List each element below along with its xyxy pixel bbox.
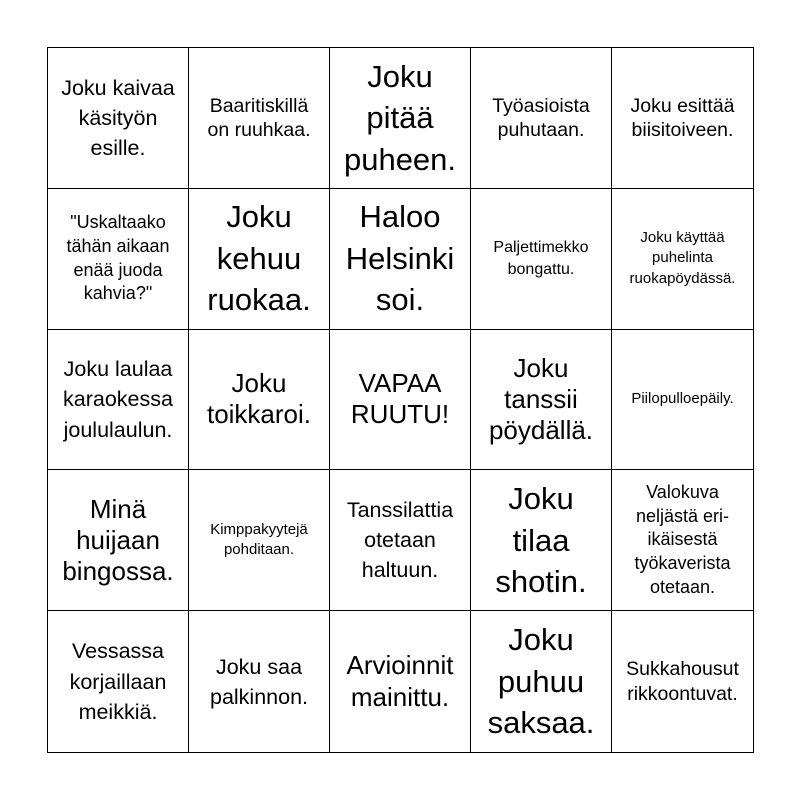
- bingo-cell[interactable]: [612, 470, 753, 611]
- bingo-cell[interactable]: [471, 330, 612, 471]
- bingo-cell[interactable]: [612, 189, 753, 330]
- bingo-cell-text: Joku tilaa shotin.: [495, 480, 587, 600]
- bingo-cell[interactable]: [471, 611, 612, 752]
- bingo-cell-text: Joku kaivaa käsityön esille.: [61, 75, 175, 160]
- bingo-cell[interactable]: [612, 611, 753, 752]
- bingo-cell-text: Joku toikkaroi.: [206, 368, 312, 430]
- bingo-cell[interactable]: [189, 330, 330, 471]
- bingo-cell-text: Joku esittää biisitoiveen.: [630, 94, 735, 141]
- bingo-cell[interactable]: [471, 189, 612, 330]
- bingo-cell[interactable]: [48, 189, 189, 330]
- bingo-cell-text: Joku kehuu ruokaa.: [207, 199, 311, 318]
- bingo-cell-text: Joku käyttää puhelinta ruokapöydässä.: [629, 228, 736, 288]
- bingo-cell[interactable]: [48, 330, 189, 471]
- bingo-cell-text: Sukkahousut rikkoontuvat.: [626, 658, 739, 705]
- bingo-cell-text: Baaritiskillä on ruuhkaa.: [207, 94, 311, 141]
- bingo-cell-text: Valokuva neljästä eri-ikäisestä työkaverista otetaan.: [634, 481, 731, 597]
- bingo-cell-text: Joku tanssii pöydällä.: [488, 352, 594, 446]
- bingo-cell[interactable]: [330, 611, 471, 752]
- bingo-cell-text: Joku pitää puheen.: [343, 58, 457, 177]
- bingo-cell-text: Joku puhuu saksaa.: [487, 622, 595, 741]
- bingo-cell-text: "Uskaltaako tähän aikaan enää juoda kahvia?": [66, 212, 170, 304]
- bingo-cell-text: VAPAA RUUTU!: [350, 368, 450, 430]
- bingo-cell-text: Paljettimekko bongattu.: [493, 239, 589, 278]
- bingo-cell-text: Haloo Helsinki soi.: [345, 199, 455, 318]
- bingo-cell-text: Piilopulloepäily.: [631, 390, 734, 408]
- bingo-cell[interactable]: [330, 48, 471, 189]
- bingo-cell[interactable]: [471, 470, 612, 611]
- bingo-cell[interactable]: [48, 48, 189, 189]
- bingo-cell[interactable]: [612, 48, 753, 189]
- bingo-cell[interactable]: [330, 470, 471, 611]
- bingo-cell[interactable]: [48, 470, 189, 611]
- bingo-cell[interactable]: [48, 611, 189, 752]
- bingo-cell[interactable]: [189, 189, 330, 330]
- bingo-cell-text: Kimppakyytejä pohditaan.: [210, 520, 308, 559]
- bingo-cell-text: Minä huijaan bingossa.: [62, 493, 174, 586]
- bingo-cell-text: Arvioinnit mainittu.: [346, 650, 454, 712]
- bingo-cell-text: Vessassa korjaillaan meikkiä.: [69, 639, 167, 724]
- bingo-cell-text: Tanssilattia otetaan haltuun.: [346, 498, 454, 583]
- bingo-card: [47, 47, 754, 753]
- bingo-cell-text: Työasioista puhutaan.: [492, 94, 590, 141]
- bingo-cell[interactable]: [612, 330, 753, 471]
- bingo-cell[interactable]: [330, 189, 471, 330]
- bingo-cell[interactable]: [330, 330, 471, 471]
- bingo-cell[interactable]: [189, 470, 330, 611]
- bingo-cell-text: Joku laulaa karaokessa joululaulun.: [63, 357, 173, 442]
- bingo-cell[interactable]: [471, 48, 612, 189]
- bingo-cell[interactable]: [189, 611, 330, 752]
- bingo-cell[interactable]: [189, 48, 330, 189]
- bingo-cell-text: Joku saa palkinnon.: [209, 654, 309, 709]
